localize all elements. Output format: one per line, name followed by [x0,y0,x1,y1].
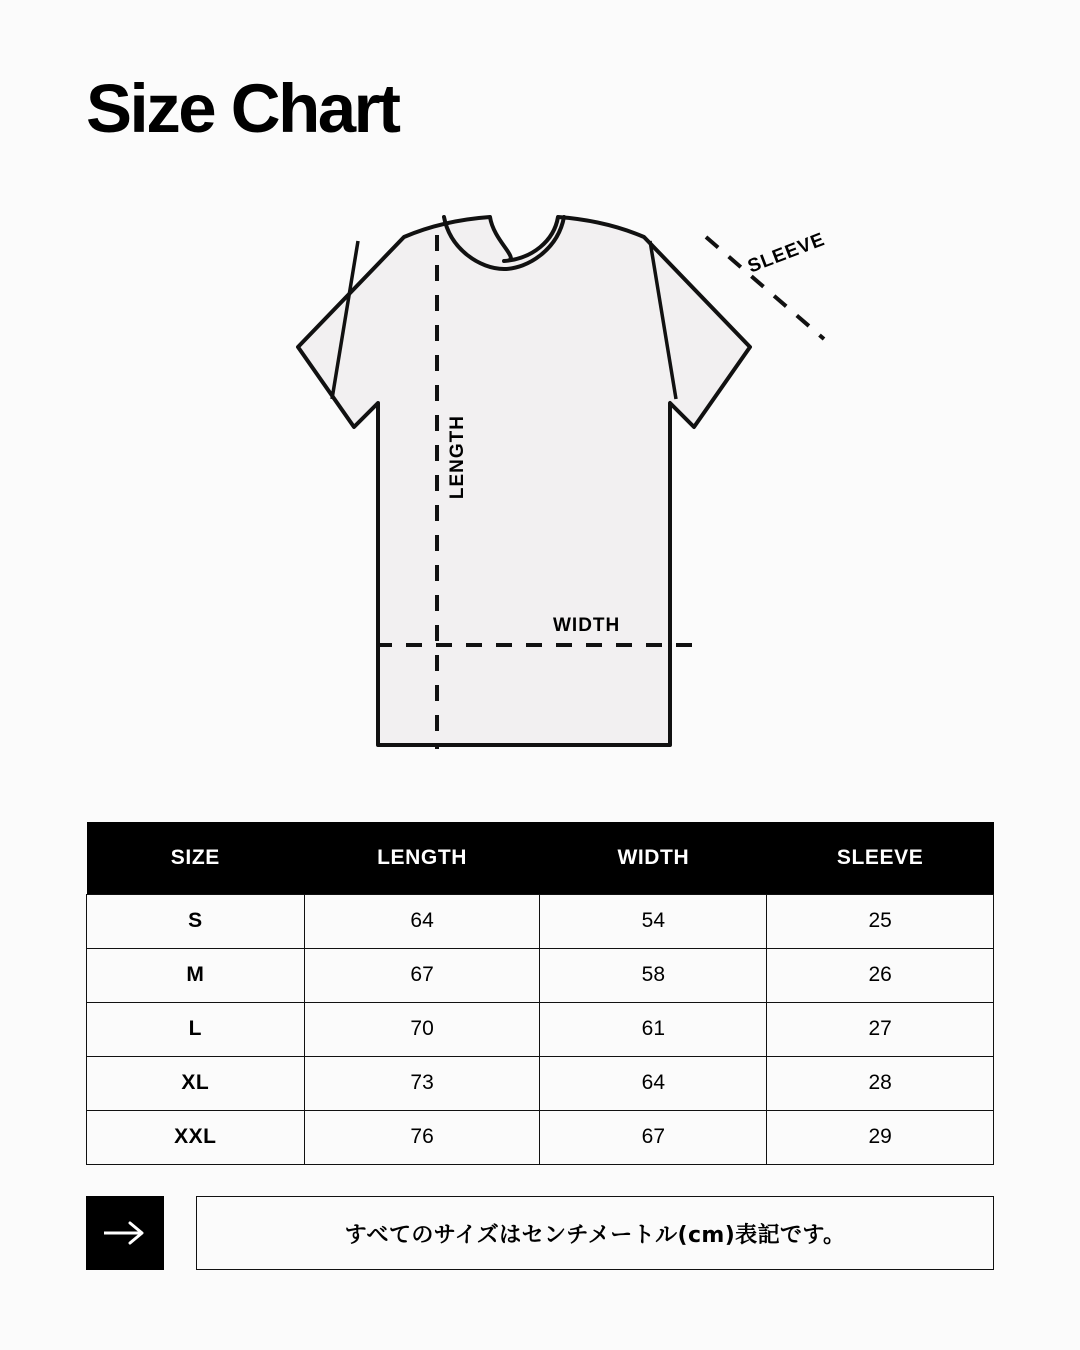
cell-size: L [87,1002,305,1056]
cell-size: XXL [87,1110,305,1164]
width-label: WIDTH [553,615,621,636]
table-row [87,1002,994,1056]
cell-length: 76 [304,1110,540,1164]
cell-size: M [87,948,305,1002]
cell-width: 64 [540,1056,767,1110]
sleeve-label: SLEEVE [745,228,829,278]
cell-length: 73 [304,1056,540,1110]
note-text: すべてのサイズはセンチメートル(cm)表記です。 [344,1222,846,1248]
page-title: Size Chart [86,70,399,147]
table-header-row [87,822,994,894]
column-header-width: WIDTH [540,822,767,894]
cell-sleeve: 27 [767,1002,994,1056]
size-table-header [87,822,994,894]
arrow-right-badge [86,1196,164,1270]
size-table-wrapper [86,822,994,1165]
cell-sleeve: 26 [767,948,994,1002]
tshirt-diagram [240,215,860,785]
tshirt-illustration-svg [240,215,860,785]
cell-width: 67 [540,1110,767,1164]
size-table [86,822,994,1165]
cell-sleeve: 28 [767,1056,994,1110]
table-row [87,1110,994,1164]
cell-length: 67 [304,948,540,1002]
length-label: LENGTH [447,415,468,500]
note-box [196,1196,994,1270]
cell-sleeve: 25 [767,894,994,948]
cell-width: 61 [540,1002,767,1056]
cell-width: 54 [540,894,767,948]
table-row [87,894,994,948]
column-header-size: SIZE [87,822,305,894]
column-header-sleeve: SLEEVE [767,822,994,894]
cell-sleeve: 29 [767,1110,994,1164]
size-table-body [87,894,994,1164]
cell-size: XL [87,1056,305,1110]
arrow-right-icon [102,1220,148,1246]
cell-size: S [87,894,305,948]
cell-length: 70 [304,1002,540,1056]
table-row [87,1056,994,1110]
cell-width: 58 [540,948,767,1002]
cell-length: 64 [304,894,540,948]
note-row [86,1196,994,1270]
table-row [87,948,994,1002]
column-header-length: LENGTH [304,822,540,894]
